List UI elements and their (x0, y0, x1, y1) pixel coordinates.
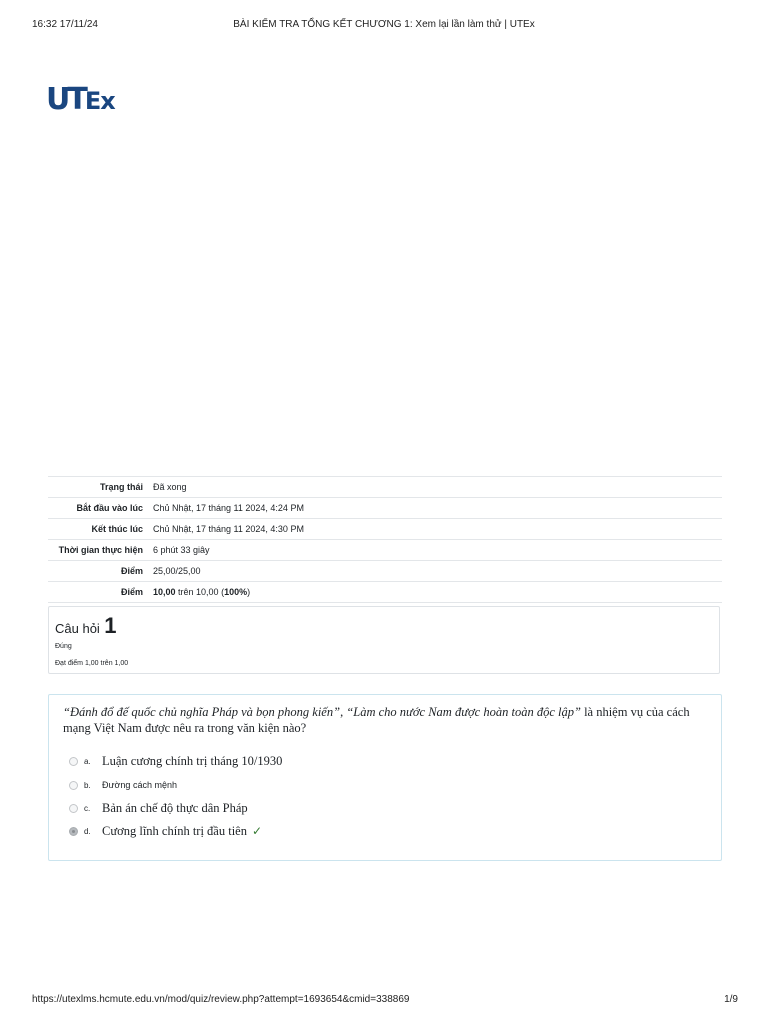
answer-letter: d. (84, 826, 91, 836)
grade-out-of: trên 10,00 ( (175, 587, 225, 597)
summary-label: Trạng thái (48, 477, 148, 498)
summary-label: Bắt đầu vào lúc (48, 498, 148, 519)
answer-option-c[interactable] (69, 800, 248, 816)
logo-suffix: Ex (84, 87, 115, 115)
summary-row-completed (48, 519, 722, 540)
question-content-box (48, 694, 722, 861)
grade-score: 10,00 (153, 587, 176, 597)
summary-value: Đã xong (148, 477, 722, 498)
summary-row-grade (48, 582, 722, 603)
question-info-box (48, 606, 720, 674)
answer-text: Luận cương chính trị tháng 10/1930 (102, 753, 283, 768)
answer-text: Đường cách mệnh (102, 780, 177, 790)
attempt-summary-table (48, 476, 722, 603)
answer-option-d[interactable] (69, 823, 262, 839)
summary-row-duration (48, 540, 722, 561)
summary-label: Thời gian thực hiện (48, 540, 148, 561)
summary-value: Chủ Nhật, 17 tháng 11 2024, 4:30 PM (148, 519, 722, 540)
summary-label: Kết thúc lúc (48, 519, 148, 540)
answer-text: Cương lĩnh chính trị đầu tiên (102, 823, 247, 838)
question-state: Đúng (55, 643, 72, 650)
answer-radio-c[interactable] (69, 804, 78, 813)
summary-label: Điểm (48, 582, 148, 603)
correct-check-icon: ✓ (251, 824, 263, 838)
print-page-title: BÀI KIỂM TRA TỔNG KẾT CHƯƠNG 1: Xem lại lần làm thử | UTEx (233, 19, 535, 30)
question-sep: , (340, 705, 347, 719)
answer-letter: b. (84, 780, 91, 790)
summary-row-state (48, 477, 722, 498)
grade-close: ) (247, 587, 251, 597)
question-number-value: 1 (104, 613, 117, 638)
question-quote-1: “Đánh đổ đế quốc chủ nghĩa Pháp và bọn phong kiến” (63, 705, 341, 719)
summary-label: Điểm (48, 561, 148, 582)
answer-radio-d-selected[interactable] (69, 827, 78, 836)
summary-row-marks (48, 561, 722, 582)
question-word: Câu hỏi (55, 621, 100, 636)
answer-option-a[interactable] (69, 753, 282, 769)
summary-value: 6 phút 33 giây (148, 540, 722, 561)
answer-radio-a[interactable] (69, 757, 78, 766)
answer-letter: c. (84, 803, 91, 813)
question-rest: là nhiệm vụ của cách mạng Việt Nam được nêu ra trong văn kiện nào? (63, 705, 690, 735)
print-page-number: 1/9 (724, 994, 738, 1005)
summary-row-started (48, 498, 722, 519)
print-url: https://utexlms.hcmute.edu.vn/mod/quiz/review.php?attempt=1693654&cmid=338869 (32, 994, 410, 1005)
summary-grade-value (148, 582, 722, 603)
answer-option-b[interactable] (69, 777, 177, 793)
question-quote-2: “Làm cho nước Nam được hoàn toàn độc lập” (346, 705, 581, 719)
utex-logo[interactable] (46, 82, 115, 117)
print-datetime: 16:32 17/11/24 (32, 19, 98, 30)
question-grade: Đạt điểm 1,00 trên 1,00 (55, 660, 129, 667)
answer-radio-b[interactable] (69, 781, 78, 790)
answer-letter: a. (84, 756, 91, 766)
logo-main: UT (46, 82, 85, 117)
question-text (63, 704, 703, 736)
summary-value: Chủ Nhật, 17 tháng 11 2024, 4:24 PM (148, 498, 722, 519)
answer-text: Bản án chế độ thực dân Pháp (102, 800, 248, 815)
summary-value: 25,00/25,00 (148, 561, 722, 582)
grade-percent: 100% (224, 587, 248, 597)
question-number (55, 613, 117, 639)
